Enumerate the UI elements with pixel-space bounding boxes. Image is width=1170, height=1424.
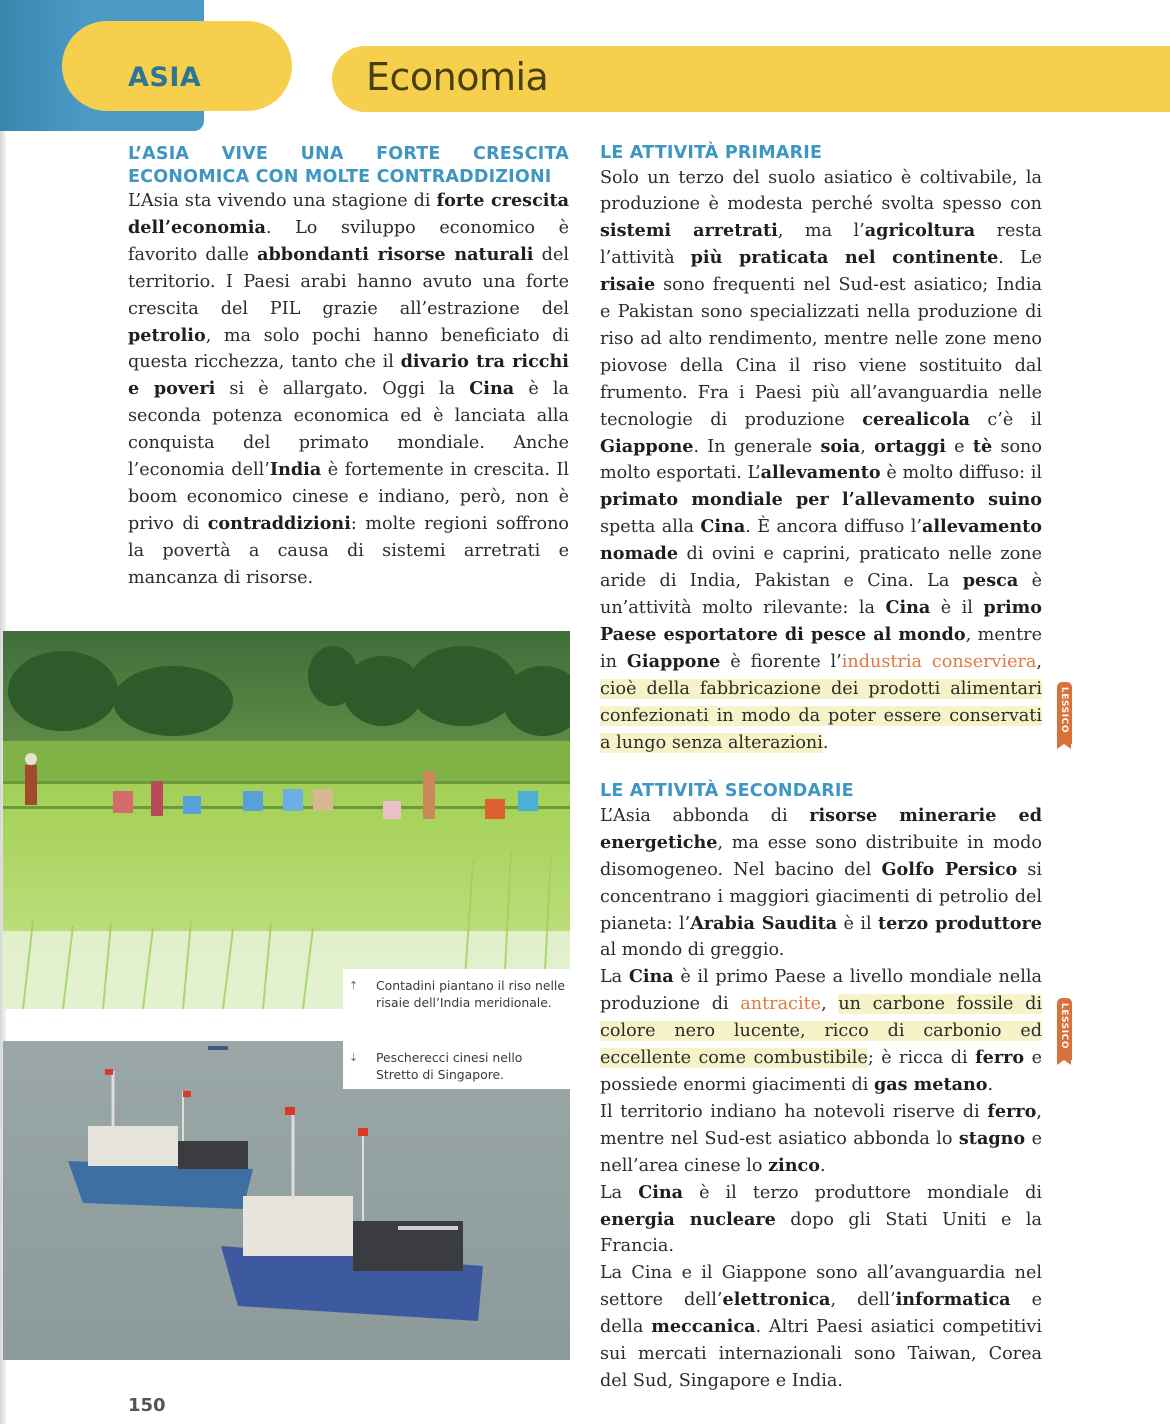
- secondary-paragraph: [600, 803, 1042, 964]
- arrow-down-icon: ⇣: [349, 1051, 359, 1064]
- text-run: .: [822, 732, 829, 753]
- bold-term: primato mondiale per l’allevamento suino: [600, 489, 1042, 511]
- text-run: del territorio. I Paesi arabi hanno avuto una forte crescita del PIL grazie all’estrazione del: [128, 244, 569, 319]
- caption-text: Contadini piantano il riso nelle risaie dell’India meridionale.: [376, 978, 565, 1010]
- text-run: La: [600, 967, 629, 988]
- right-column: [600, 142, 1042, 1395]
- text-run: Solo un terzo del suolo asiatico è coltivabile, la produzione è modesta perché svolta spesso con: [600, 167, 1042, 215]
- text-run: sono frequenti nel Sud-est asiatico; India e Pakistan sono specializzati nella produzione di riso ad alto rendimento, mentre nelle zone meno piovose della Cina il riso viene sostituito dal frumento. Fra i Paesi più all’avanguardia nelle tecnologie di produzione: [600, 275, 1042, 430]
- text-run: , mentre in: [600, 624, 1042, 672]
- secondary-paragraph: [600, 1180, 1042, 1261]
- caption-text: Pescherecci cinesi nello Stretto di Singapore.: [376, 1050, 523, 1082]
- text-run: ,: [821, 994, 839, 1015]
- bold-term: pesca: [962, 570, 1019, 592]
- bold-term: sistemi arretrati: [600, 220, 778, 242]
- bold-term: primo Paese esportatore di pesce al mondo: [600, 597, 1042, 645]
- lexicon-definition: cioè della fabbricazione dei prodotti alimentari confezionati in modo da poter essere conservati a lungo senza alterazioni: [600, 678, 1042, 753]
- text-run: . In generale: [693, 436, 821, 457]
- text-run: è il primo Paese a livello mondiale nella produzione di: [600, 967, 1042, 1015]
- bold-term: ortaggi: [874, 435, 946, 457]
- bold-term: terzo produttore: [877, 912, 1042, 934]
- text-run: ,: [860, 436, 875, 457]
- text-run: è il: [837, 913, 878, 934]
- lexicon-tag-label: LESSICO: [1059, 686, 1069, 734]
- section-heading-growth: L’ASIA VIVE UNA FORTE CRESCITA ECONOMICA CON MOLTE CONTRADDIZIONI: [128, 144, 569, 187]
- bold-term: elettronica: [722, 1289, 831, 1311]
- text-run: .: [819, 1155, 826, 1176]
- bold-term: risorse minerarie ed energetiche: [600, 804, 1042, 853]
- bold-term: Golfo Persico: [881, 858, 1018, 880]
- left-column: [128, 143, 569, 592]
- fishing-boats-caption: [343, 1041, 570, 1089]
- bold-term: Cina: [638, 1181, 684, 1203]
- text-run: è il: [930, 598, 984, 618]
- text-run: La: [600, 1182, 639, 1203]
- text-run: . Le: [998, 248, 1043, 269]
- bold-term: allevamento nomade: [600, 516, 1042, 565]
- text-run: , ma solo pochi hanno beneficiato di questa ricchezza, tanto che il: [128, 325, 569, 373]
- lexicon-tag[interactable]: [1057, 682, 1072, 744]
- bold-term: divario tra ricchi e poveri: [128, 351, 569, 400]
- bold-term: contraddizioni: [207, 512, 351, 534]
- primary-activities-paragraph: [600, 165, 1042, 757]
- bold-term: Cina: [885, 597, 931, 618]
- text-run: è il terzo produttore mondiale di: [683, 1182, 1042, 1203]
- bold-term: India: [269, 459, 322, 481]
- text-run: c’è il: [969, 409, 1042, 430]
- text-run: è la seconda potenza economica ed è lanciata alla conquista del primato mondiale. Anche l’economia dell’: [128, 379, 569, 481]
- text-run: e possiede enormi giacimenti di: [600, 1048, 1042, 1095]
- bold-term: informatica: [895, 1289, 1011, 1311]
- text-run: , ma l’: [777, 221, 865, 242]
- text-run: . È ancora diffuso l’: [745, 517, 922, 538]
- lexicon-tag[interactable]: [1057, 998, 1072, 1060]
- bold-term: Arabia Saudita: [690, 912, 838, 934]
- lexicon-term: industria conserviera: [841, 651, 1037, 672]
- secondary-paragraph: [600, 1099, 1042, 1180]
- secondary-paragraph: [600, 964, 1042, 1099]
- bold-term: energia nucleare: [600, 1208, 776, 1230]
- text-run: La Cina e il Giappone sono all’avanguardia nel settore dell’: [600, 1263, 1042, 1311]
- bold-term: soia: [820, 435, 861, 457]
- text-run: L’Asia sta vivendo una stagione di: [128, 191, 437, 211]
- text-run: , ma esse sono distribuite in modo disomogeneo. Nel bacino del: [600, 832, 1042, 880]
- growth-paragraph: [128, 188, 569, 592]
- bold-term: Giappone: [600, 435, 694, 457]
- bold-term: forte crescita dell’economia: [128, 190, 569, 238]
- bold-term: meccanica: [651, 1316, 756, 1338]
- page-number: 150: [128, 1395, 166, 1416]
- section-heading-primary: LE ATTIVITÀ PRIMARIE: [600, 143, 823, 163]
- text-run: , mentre nel Sud-est asiatico abbonda lo: [600, 1101, 1042, 1149]
- text-run: Il territorio indiano ha notevoli riserve di: [600, 1101, 988, 1122]
- bold-term: gas metano: [873, 1074, 988, 1095]
- text-run: .: [987, 1075, 994, 1095]
- text-run: resta l’attività: [600, 221, 1042, 269]
- rice-paddy-photo: [3, 631, 570, 1009]
- section-spacer: [600, 756, 1042, 780]
- text-run: e della: [600, 1290, 1042, 1338]
- text-run: si concentrano i maggiori giacimenti di petrolio del pianeta: l’: [600, 859, 1043, 934]
- rice-paddy-illustration: [3, 631, 570, 1009]
- text-run: si è allargato. Oggi la: [215, 379, 470, 400]
- lexicon-definition: un carbone fossile di colore nero lucente, ricco di carbonio ed eccellente come combustibile: [600, 994, 1042, 1069]
- lexicon-tag-label: LESSICO: [1059, 1002, 1069, 1050]
- text-run: di ovini e caprini, praticato nelle zone aride di India, Pakistan e Cina. La: [600, 544, 1042, 592]
- text-run: è fiorente l’: [720, 651, 842, 672]
- text-run: al mondo di greggio.: [600, 940, 785, 961]
- bold-term: ferro: [975, 1047, 1025, 1069]
- bold-term: agricoltura: [864, 220, 976, 242]
- bold-term: zinco: [768, 1154, 820, 1176]
- bold-term: Cina: [628, 966, 674, 988]
- text-run: è fortemente in crescita. Il boom economico cinese e indiano, però, non è privo di: [128, 460, 570, 534]
- text-run: L’Asia abbonda di: [600, 805, 810, 826]
- text-run: dopo gli Stati Uniti e la Francia.: [600, 1209, 1042, 1257]
- text-run: è un’attività molto rilevante: la: [600, 571, 1042, 618]
- secondary-paragraph: [600, 1260, 1042, 1395]
- text-run: spetta alla: [600, 517, 701, 538]
- bold-term: Giappone: [626, 650, 721, 672]
- text-run: è molto diffuso: il: [880, 463, 1042, 484]
- bold-term: Cina: [469, 378, 515, 400]
- bold-term: tè: [972, 435, 993, 457]
- rice-paddy-caption: [343, 969, 570, 1017]
- text-run: ,: [1036, 651, 1042, 672]
- arrow-up-icon: ⇡: [349, 979, 359, 992]
- section-heading-secondary: LE ATTIVITÀ SECONDARIE: [600, 781, 854, 802]
- bold-term: stagno: [958, 1127, 1026, 1149]
- section-label: ASIA: [128, 62, 202, 93]
- bold-term: risaie: [600, 274, 656, 296]
- bold-term: cerealicola: [862, 408, 970, 430]
- text-run: sono molto esportati. L’: [600, 436, 1042, 484]
- text-run: e: [945, 436, 973, 457]
- text-run: ; è ricca di: [867, 1048, 976, 1069]
- text-run: . Lo sviluppo economico è favorito dalle: [128, 217, 569, 265]
- bold-term: abbondanti risorse naturali: [257, 243, 534, 265]
- bold-term: petrolio: [128, 324, 206, 346]
- bold-term: Cina: [700, 516, 746, 538]
- bold-term: più praticata nel continente: [690, 247, 999, 269]
- chapter-title: Economia: [366, 55, 549, 99]
- text-run: e nell’area cinese lo: [600, 1128, 1042, 1176]
- bold-term: ferro: [987, 1100, 1037, 1122]
- bold-term: allevamento: [760, 462, 881, 484]
- lexicon-term: antracite: [740, 994, 822, 1015]
- text-run: : molte regioni soffrono la povertà a causa di sistemi arretrati e mancanza di risorse.: [128, 513, 570, 588]
- text-run: . Altri Paesi asiatici competitivi sui mercati internazionali sono Taiwan, Corea del Sud, Singapore e India.: [600, 1317, 1042, 1391]
- text-run: , dell’: [830, 1290, 896, 1311]
